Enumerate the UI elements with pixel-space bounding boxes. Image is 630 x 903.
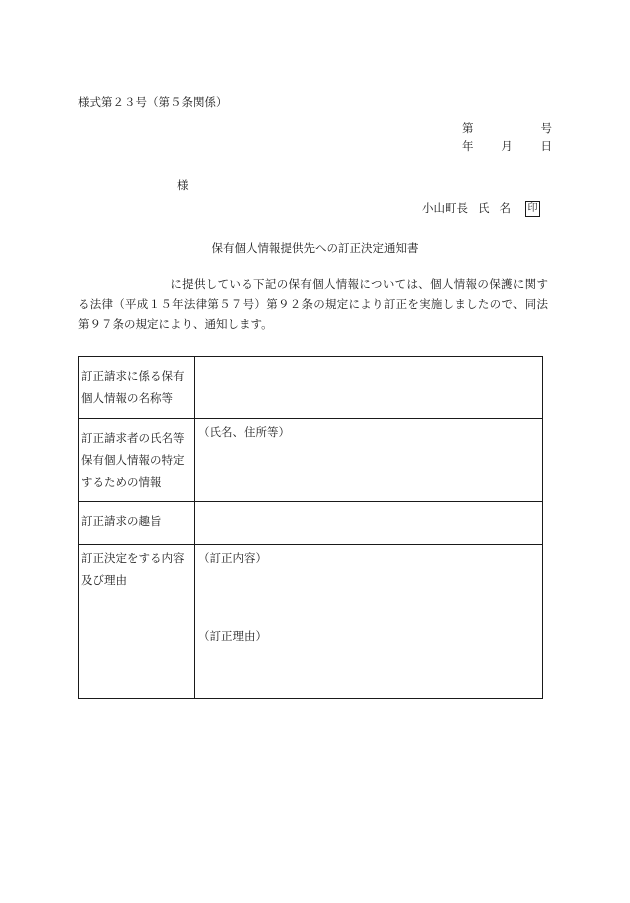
name-label-mei: 名 (499, 201, 511, 216)
number-label-dai: 第 (462, 121, 474, 135)
correction-content-area (198, 569, 539, 625)
row-label-info-name: 訂正請求に係る保有個人情報の名称等 (79, 357, 195, 419)
form-number: 様式第２３号（第５条関係） (78, 95, 228, 109)
name-label-shi: 氏 (478, 201, 490, 216)
date-year: 年 (462, 139, 474, 153)
date-month: 月 (501, 139, 513, 153)
row-content-info-name (195, 357, 543, 419)
body-paragraph (78, 274, 548, 334)
row-content-requester: （氏名、住所等） (195, 419, 543, 502)
correction-reason-label: （訂正理由） (198, 629, 267, 643)
body-text: に提供している下記の保有個人情報については、個人情報の保護に関する法律（平成１５年法律第５７号）第９２条の規定により訂正を実施しましたので、同法第９７条の規定により、通知します。 (78, 277, 548, 331)
issuer-name-label (478, 203, 511, 215)
row-label-requester: 訂正請求者の氏名等保有個人情報の特定するための情報 (79, 419, 195, 502)
notification-table (78, 356, 543, 699)
row-label-decision: 訂正決定をする内容及び理由 (79, 545, 195, 699)
document-title: 保有個人情報提供先への訂正決定通知書 (211, 241, 419, 255)
row-content-purpose (195, 502, 543, 545)
number-label-go: 号 (540, 121, 552, 135)
row-label-purpose: 訂正請求の趣旨 (79, 502, 195, 545)
table-row (79, 545, 543, 699)
date-day: 日 (540, 139, 552, 153)
table-row (79, 419, 543, 502)
issuer (422, 201, 540, 217)
addressee-suffix: 様 (177, 178, 189, 192)
row-content-decision (195, 545, 543, 699)
document-number (462, 123, 552, 135)
seal-mark: 印 (525, 201, 540, 217)
correction-content-label: （訂正内容） (198, 551, 267, 565)
issuer-title: 小山町長 (422, 201, 468, 216)
table-row (79, 502, 543, 545)
table-row (79, 357, 543, 419)
document-date (462, 141, 552, 153)
